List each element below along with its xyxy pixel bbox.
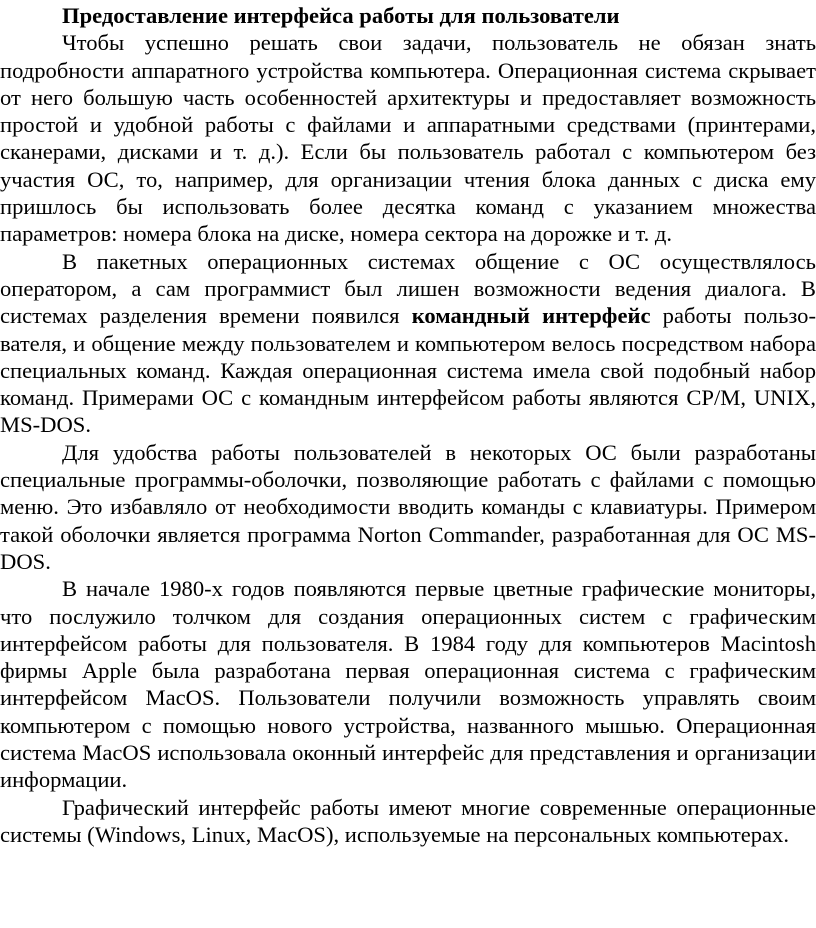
paragraph-graphical-monitors: В начале 1980-х годов появляются первые цветные графические мониторы, что послужило толчком для создания операционных систем с графическим интерфейсом работы для пользователя. В 1984 году для компьютеров Macintosh фирмы Apple была разработана первая операционная система с графическим интерфейсом MacOS. Пользователи получили возможность управлять своим компьютером с помощью нового устройства, названного мышью. Операционная система MacOS использовала оконный интерфейс для представления и организации информации. xyxy=(0,576,816,793)
paragraph-shell-programs: Для удобства работы пользователей в некоторых ОС были разработаны специальные программы-оболочки, позволяющие работать с файлами с помощью меню. Это избавляло от необходимости вводить команды с клавиатуры. Примером такой оболочки является программа Norton Commander, разработанная для ОС MS-DOS. xyxy=(0,439,816,574)
section-title: Предоставление интерфейса работы для пользователи xyxy=(62,3,620,28)
paragraph-command-interface-start: В пакетных операционных системах общение с ОС осуществлялось оператором, а сам программист был лишен возможности ведения диалога. В системах разделения времени появился xyxy=(0,248,816,329)
paragraph-command-interface-end: работы пользователя, и общение между пользователем и компьютером велось посредством набора специальных команд. Каждая операционная система имела свой подобный набор команд. Примерами ОС с командным интерфейсом работы являются CP/M, UNIX, MS-DOS. xyxy=(0,303,816,438)
paragraph-modern-gui: Графический интерфейс работы имеют многие современные операционные системы (Windows, Linux, MacOS), используемые на персональных компьютерах. xyxy=(0,794,816,847)
paragraph-os-abstraction: Чтобы успешно решать свои задачи, пользователь не обязан знать подробности аппаратного устройства компьютера. Операционная система скрывает от него большую часть особенностей архитектуры и предоставляет возможность простой и удобной работы с файлами и аппаратными средствами (принтерами, сканерами, дисками и т. д.). Если бы пользователь работал с компьютером без участия ОС, то, например, для организации чтения блока данных с диска ему пришлось бы использовать более десятка команд с указанием множества параметров: номера блока на диске, номера сектора на дорожке и т. д. xyxy=(0,30,816,247)
paragraph-command-interface xyxy=(0,248,816,439)
command-interface-term: командный интерфейс xyxy=(411,303,651,329)
